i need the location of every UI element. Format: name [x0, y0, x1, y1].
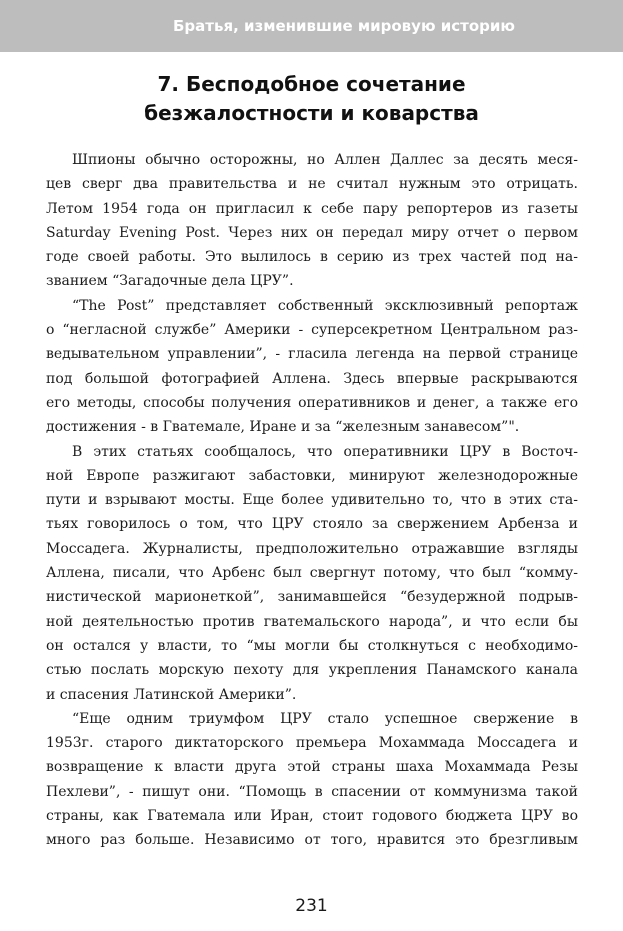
text-line: Моссадега. Журналисты, предположительно отражавшие взгляды — [46, 540, 578, 557]
chapter-title — [60, 70, 563, 128]
text-line: Saturday Evening Post. Через них он передал миру отчет о первом — [46, 224, 578, 241]
text-line: В этих статьях сообщалось, что оперативники ЦРУ в Восточ- — [72, 443, 578, 460]
text-line: Аллена, писали, что Арбенс был свергнут потому, что был “комму- — [46, 565, 578, 582]
text-line: Пехлеви”, - пишут они. “Помощь в спасении от коммунизма такой — [46, 783, 578, 800]
paragraph — [46, 294, 578, 440]
text-line: 1953г. старого диктаторского премьера Мохаммада Моссадега и — [46, 735, 578, 752]
text-line: его методы, способы получения оперативников и денег, а также его — [46, 394, 578, 411]
text-line: “Еще одним триумфом ЦРУ стало успешное свержение в — [72, 710, 578, 727]
chapter-title-line: безжалостности и коварства — [144, 101, 479, 125]
paragraph — [46, 440, 578, 707]
text-line: цев сверг два правительства и не считал нужным это отрицать. — [46, 176, 578, 193]
text-line: званием “Загадочные дела ЦРУ”. — [46, 273, 294, 290]
paragraph — [46, 707, 578, 853]
text-line: пути и взрывают мосты. Еще более удивительно то, что в этих ста- — [46, 492, 578, 509]
chapter-title-line: 7. Бесподобное сочетание — [157, 72, 466, 96]
text-line: ной Европе разжигают забастовки, минируют железнодорожные — [46, 467, 578, 484]
page-number: 231 — [295, 896, 328, 916]
text-line: годе своей работы. Это вылилось в серию из трех частей под на- — [46, 249, 578, 266]
text-line: Летом 1954 года он пригласил к себе пару репортеров из газеты — [46, 200, 578, 217]
text-line: страны, как Гватемала или Иран, стоит годового бюджета ЦРУ во — [46, 808, 578, 825]
text-line: много раз больше. Независимо от того, нравится это брезгливым — [46, 832, 578, 849]
text-line: Шпионы обычно осторожны, но Аллен Даллес за десять меся- — [72, 152, 578, 168]
text-line: он остался у власти, то “мы могли бы столкнуться с необходимо- — [46, 637, 578, 654]
text-line: под большой фотографией Аллена. Здесь впервые раскрываются — [46, 370, 578, 387]
text-line: нистической марионеткой”, занимавшейся “безудержной подрыв- — [46, 589, 578, 606]
body-text — [46, 148, 578, 853]
text-line: и спасения Латинской Америки”. — [46, 686, 297, 703]
text-line: стью послать морскую пехоту для укрепления Панамского канала — [46, 662, 578, 679]
text-line: о “негласной службе” Америки - суперсекретном Центральном раз- — [46, 322, 578, 339]
text-line: “The Post” представляет собственный эксклюзивный репортаж — [72, 297, 578, 314]
paragraph — [46, 148, 578, 294]
text-line: ведывательном управлении”, - гласила легенда на первой странице — [46, 346, 578, 363]
running-header — [0, 0, 623, 52]
text-line: тьях говорилось о том, что ЦРУ стояло за свержением Арбенза и — [46, 516, 578, 533]
text-line: ной деятельностью против гватемальского народа”, и что если бы — [46, 613, 578, 630]
text-line: достижения - в Гватемале, Иране и за “железным занавесом”". — [46, 419, 520, 436]
running-header-title: Братья, изменившие мировую историю — [172, 17, 515, 35]
text-line: возвращение к власти друга этой страны шаха Мохаммада Резы — [46, 759, 578, 776]
